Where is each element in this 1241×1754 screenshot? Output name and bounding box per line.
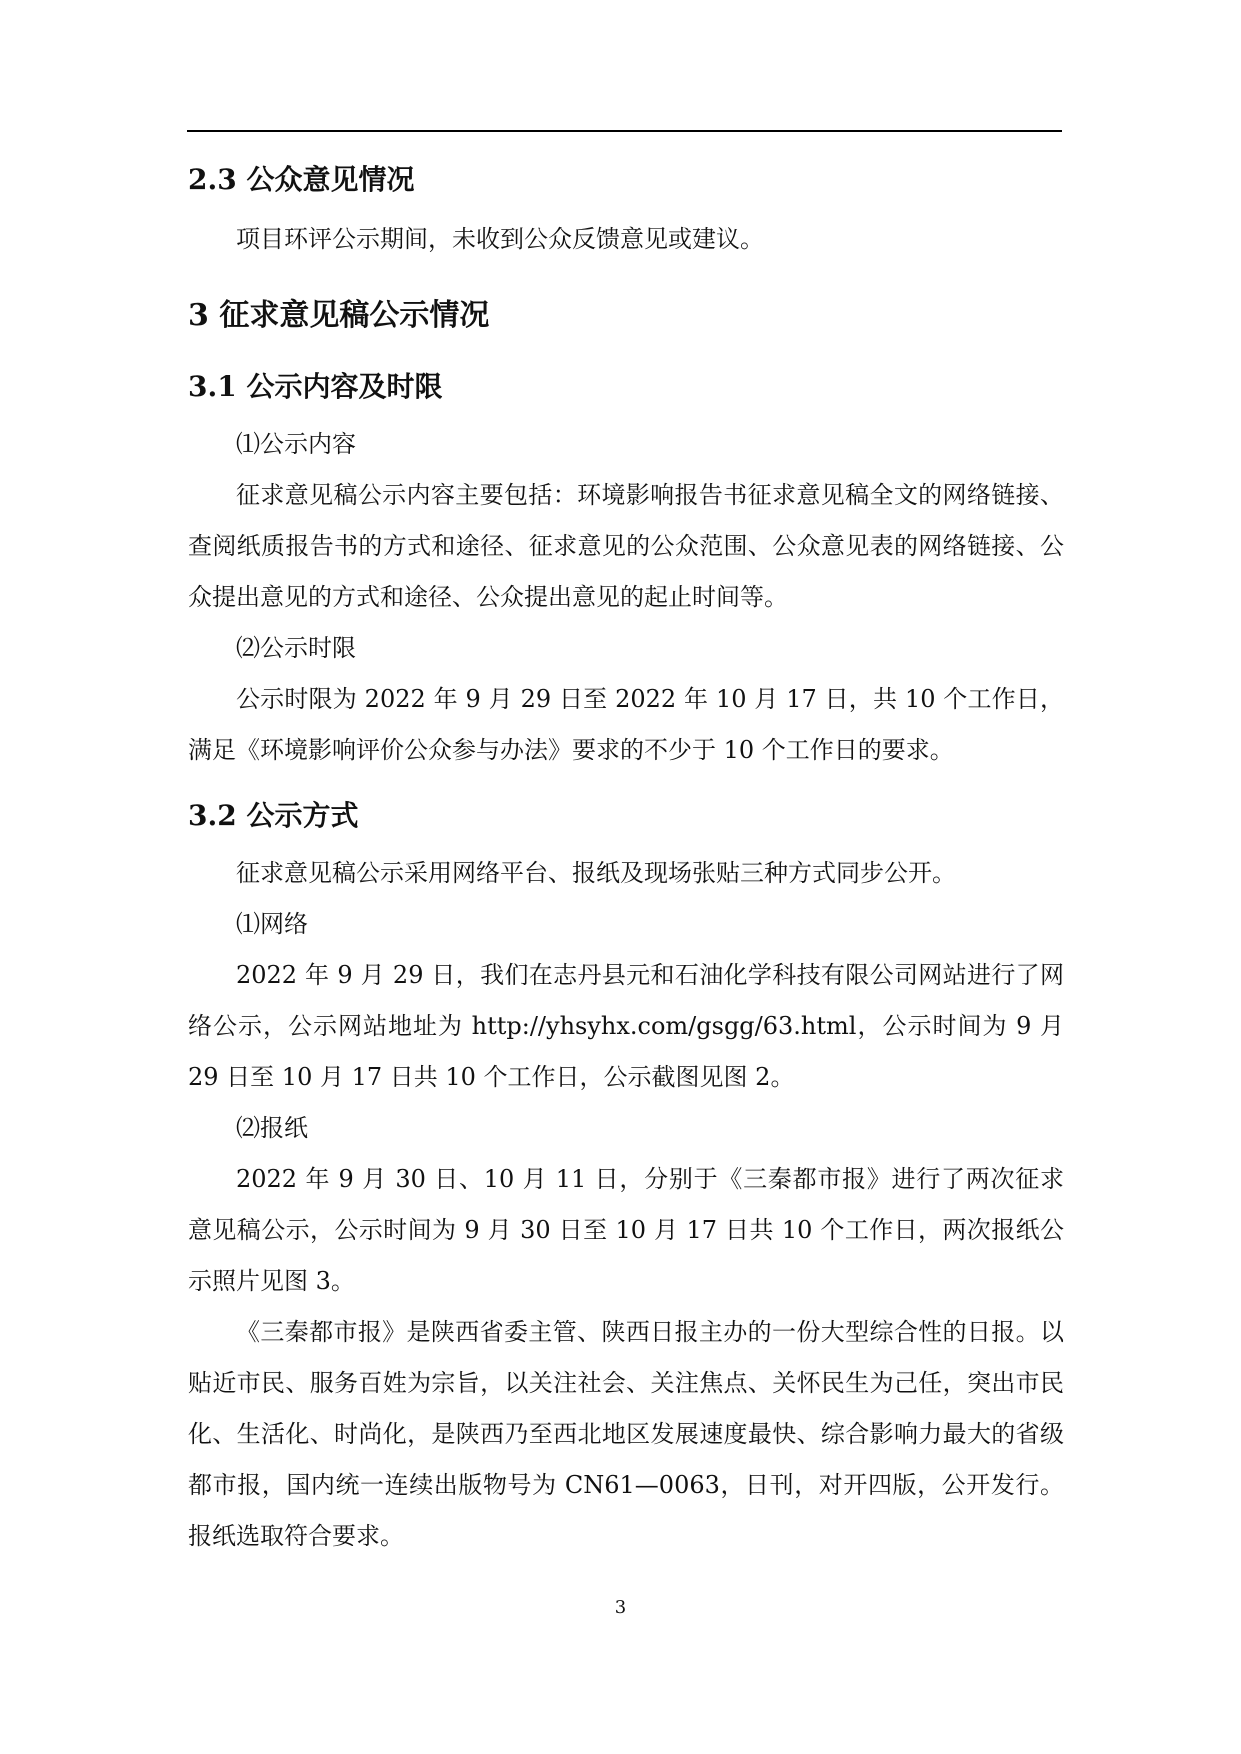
page-number: 3 [614, 1597, 627, 1618]
heading-3: 3 征求意见稿公示情况 [188, 298, 490, 333]
heading-2-3: 2.3 公众意见情况 [188, 163, 415, 196]
list-item-newspaper: ⑵报纸 [236, 1114, 308, 1142]
header-rule [187, 130, 1062, 132]
list-item-period: ⑵公示时限 [236, 634, 356, 662]
paragraph-content: 征求意见稿公示内容主要包括：环境影响报告书征求意见稿全文的网络链接、查阅纸质报告书的方式和途径、征求意见的公众范围、公众意见表的网络链接、公众提出意见的方式和途径、公众提出意见的起止时间等。 [188, 481, 1064, 611]
paragraph-period: 公示时限为 2022 年 9 月 29 日至 2022 年 10 月 17 日，共 10 个工作日，满足《环境影响评价公众参与办法》要求的不少于 10 个工作日的要求。 [188, 685, 1064, 764]
document-body [188, 160, 1064, 1562]
list-item-network: ⑴网络 [236, 910, 308, 938]
paragraph-newspaper-description: 《三秦都市报》是陕西省委主管、陕西日报主办的一份大型综合性的日报。以贴近市民、服务百姓为宗旨，以关注社会、关注焦点、关怀民生为己任，突出市民化、生活化、时尚化，是陕西乃至西北地区发展速度最快、综合影响力最大的省级都市报，国内统一连续出版物号为 CN61—0063，日刊，对开四版，公开发行。报纸选取符合要求。 [188, 1318, 1064, 1550]
paragraph-newspaper: 2022 年 9 月 30 日、10 月 11 日，分别于《三秦都市报》进行了两次征求意见稿公示，公示时间为 9 月 30 日至 10 月 17 日共 10 个工作日，两次报纸公示照片见图 3。 [188, 1165, 1064, 1295]
list-item-content: ⑴公示内容 [236, 430, 356, 458]
paragraph-methods: 征求意见稿公示采用网络平台、报纸及现场张贴三种方式同步公开。 [236, 859, 956, 887]
paragraph-network: 2022 年 9 月 29 日，我们在志丹县元和石油化学科技有限公司网站进行了网络公示，公示网站地址为 http://yhsyhx.com/gsgg/63.html，公示时间为 9 月 29 日至 10 月 17 日共 10 个工作日，公示截图见图 2。 [188, 961, 1064, 1091]
paragraph-public-opinion: 项目环评公示期间，未收到公众反馈意见或建议。 [236, 225, 764, 253]
heading-3-1: 3.1 公示内容及时限 [188, 370, 443, 403]
heading-3-2: 3.2 公示方式 [188, 799, 359, 832]
